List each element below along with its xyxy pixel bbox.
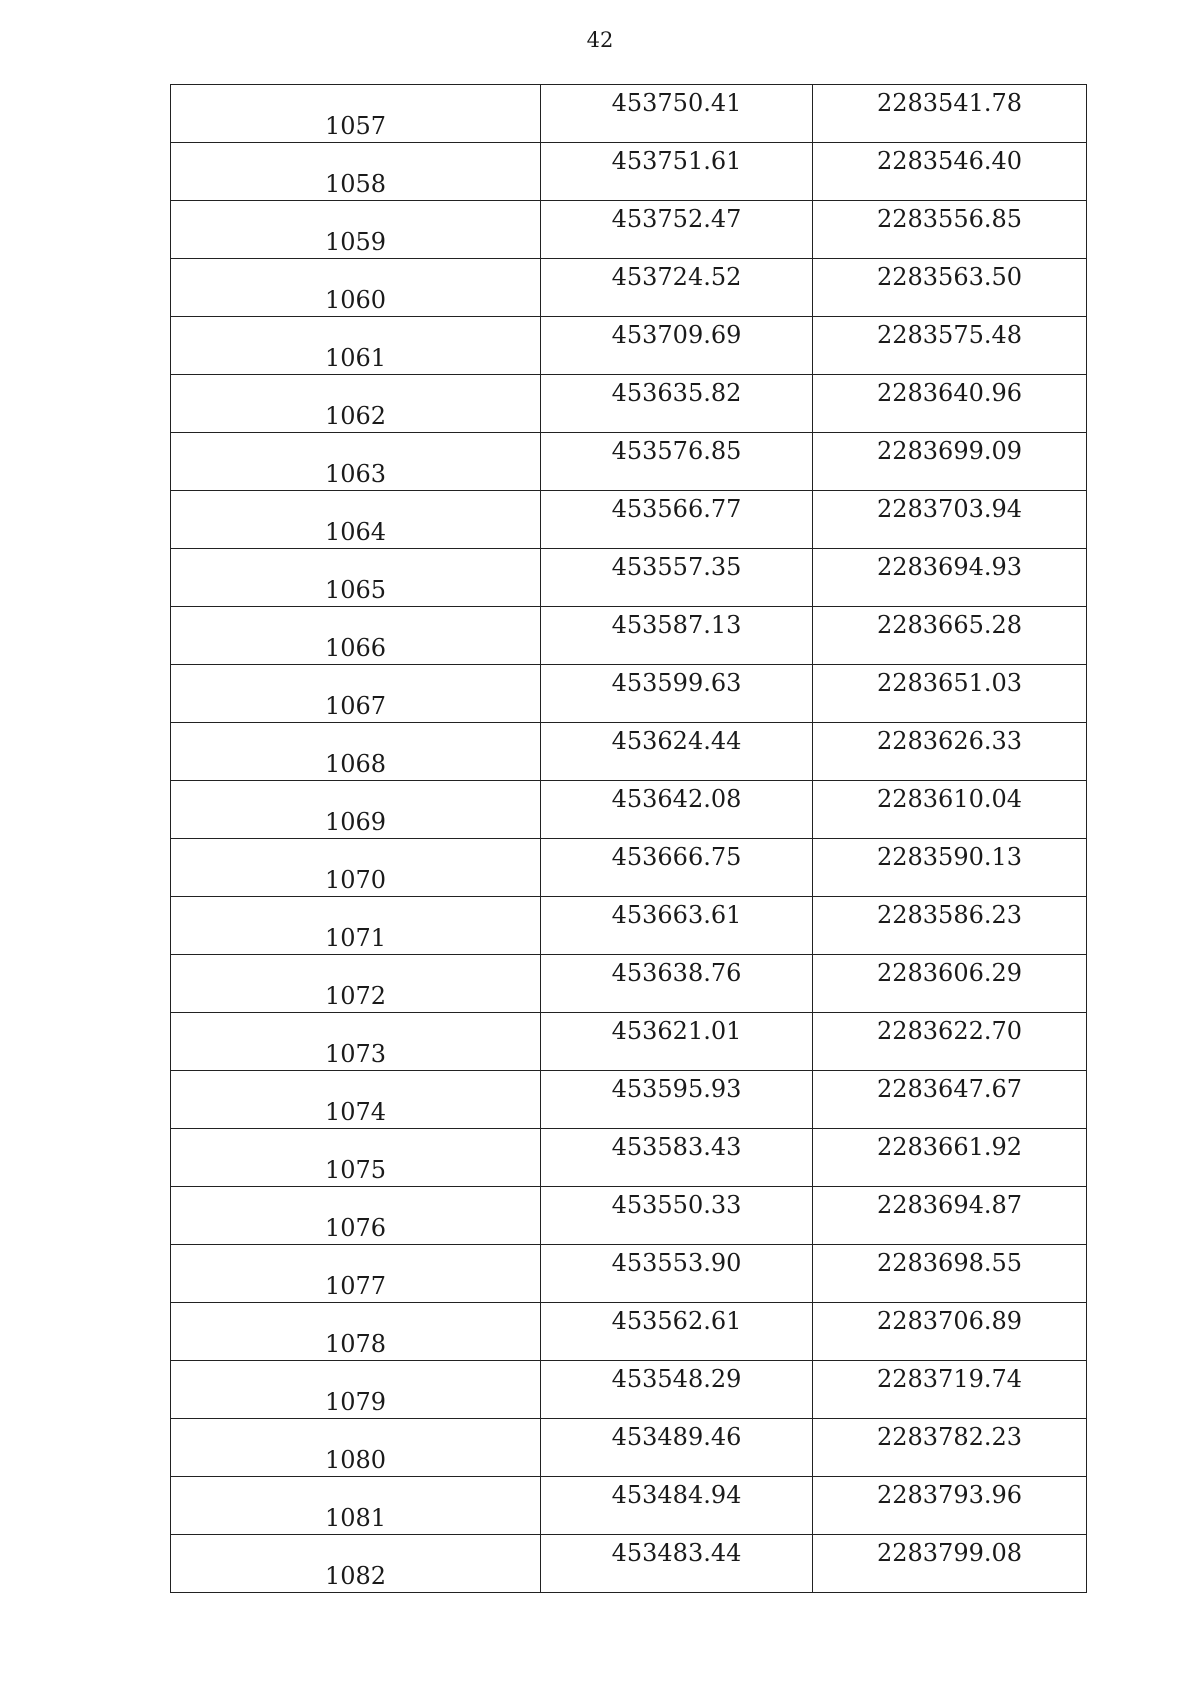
point-id-cell: 1073 — [171, 1013, 541, 1071]
x-coordinate-cell: 453595.93 — [541, 1071, 813, 1129]
x-coordinate-cell: 453724.52 — [541, 259, 813, 317]
y-coordinate-cell: 2283563.50 — [813, 259, 1087, 317]
table-row — [171, 259, 1087, 317]
table-row — [171, 1071, 1087, 1129]
table-row — [171, 549, 1087, 607]
y-coordinate-cell: 2283706.89 — [813, 1303, 1087, 1361]
x-coordinate-cell: 453599.63 — [541, 665, 813, 723]
x-coordinate-cell: 453621.01 — [541, 1013, 813, 1071]
y-coordinate-cell: 2283606.29 — [813, 955, 1087, 1013]
table-row — [171, 1477, 1087, 1535]
point-id-cell: 1076 — [171, 1187, 541, 1245]
x-coordinate-cell: 453587.13 — [541, 607, 813, 665]
table-row — [171, 491, 1087, 549]
table-row — [171, 781, 1087, 839]
y-coordinate-cell: 2283694.93 — [813, 549, 1087, 607]
table-row — [171, 1361, 1087, 1419]
coordinates-table-body — [171, 85, 1087, 1593]
y-coordinate-cell: 2283647.67 — [813, 1071, 1087, 1129]
x-coordinate-cell: 453553.90 — [541, 1245, 813, 1303]
table-row — [171, 317, 1087, 375]
x-coordinate-cell: 453709.69 — [541, 317, 813, 375]
point-id-cell: 1080 — [171, 1419, 541, 1477]
y-coordinate-cell: 2283622.70 — [813, 1013, 1087, 1071]
point-id-cell: 1072 — [171, 955, 541, 1013]
y-coordinate-cell: 2283556.85 — [813, 201, 1087, 259]
point-id-cell: 1064 — [171, 491, 541, 549]
table-row — [171, 1303, 1087, 1361]
point-id-cell: 1074 — [171, 1071, 541, 1129]
point-id-cell: 1079 — [171, 1361, 541, 1419]
y-coordinate-cell: 2283665.28 — [813, 607, 1087, 665]
coordinates-table — [170, 84, 1087, 1593]
y-coordinate-cell: 2283586.23 — [813, 897, 1087, 955]
x-coordinate-cell: 453576.85 — [541, 433, 813, 491]
y-coordinate-cell: 2283575.48 — [813, 317, 1087, 375]
y-coordinate-cell: 2283651.03 — [813, 665, 1087, 723]
table-row — [171, 665, 1087, 723]
point-id-cell: 1069 — [171, 781, 541, 839]
point-id-cell: 1077 — [171, 1245, 541, 1303]
table-row — [171, 955, 1087, 1013]
x-coordinate-cell: 453635.82 — [541, 375, 813, 433]
point-id-cell: 1062 — [171, 375, 541, 433]
point-id-cell: 1081 — [171, 1477, 541, 1535]
x-coordinate-cell: 453550.33 — [541, 1187, 813, 1245]
point-id-cell: 1058 — [171, 143, 541, 201]
x-coordinate-cell: 453663.61 — [541, 897, 813, 955]
point-id-cell: 1070 — [171, 839, 541, 897]
table-row — [171, 723, 1087, 781]
y-coordinate-cell: 2283661.92 — [813, 1129, 1087, 1187]
point-id-cell: 1061 — [171, 317, 541, 375]
table-row — [171, 375, 1087, 433]
y-coordinate-cell: 2283703.94 — [813, 491, 1087, 549]
table-row — [171, 839, 1087, 897]
y-coordinate-cell: 2283626.33 — [813, 723, 1087, 781]
point-id-cell: 1060 — [171, 259, 541, 317]
x-coordinate-cell: 453642.08 — [541, 781, 813, 839]
y-coordinate-cell: 2283699.09 — [813, 433, 1087, 491]
table-row — [171, 607, 1087, 665]
point-id-cell: 1063 — [171, 433, 541, 491]
table-row — [171, 1129, 1087, 1187]
x-coordinate-cell: 453638.76 — [541, 955, 813, 1013]
y-coordinate-cell: 2283640.96 — [813, 375, 1087, 433]
y-coordinate-cell: 2283799.08 — [813, 1535, 1087, 1593]
point-id-cell: 1059 — [171, 201, 541, 259]
y-coordinate-cell: 2283590.13 — [813, 839, 1087, 897]
table-row — [171, 433, 1087, 491]
x-coordinate-cell: 453489.46 — [541, 1419, 813, 1477]
x-coordinate-cell: 453483.44 — [541, 1535, 813, 1593]
y-coordinate-cell: 2283782.23 — [813, 1419, 1087, 1477]
point-id-cell: 1078 — [171, 1303, 541, 1361]
point-id-cell: 1067 — [171, 665, 541, 723]
y-coordinate-cell: 2283719.74 — [813, 1361, 1087, 1419]
x-coordinate-cell: 453751.61 — [541, 143, 813, 201]
table-row — [171, 143, 1087, 201]
y-coordinate-cell: 2283694.87 — [813, 1187, 1087, 1245]
point-id-cell: 1065 — [171, 549, 541, 607]
point-id-cell: 1066 — [171, 607, 541, 665]
table-row — [171, 1245, 1087, 1303]
x-coordinate-cell: 453548.29 — [541, 1361, 813, 1419]
y-coordinate-cell: 2283793.96 — [813, 1477, 1087, 1535]
y-coordinate-cell: 2283541.78 — [813, 85, 1087, 143]
table-row — [171, 1013, 1087, 1071]
page-number: 42 — [586, 28, 614, 52]
x-coordinate-cell: 453566.77 — [541, 491, 813, 549]
x-coordinate-cell: 453624.44 — [541, 723, 813, 781]
x-coordinate-cell: 453583.43 — [541, 1129, 813, 1187]
x-coordinate-cell: 453666.75 — [541, 839, 813, 897]
point-id-cell: 1068 — [171, 723, 541, 781]
point-id-cell: 1075 — [171, 1129, 541, 1187]
y-coordinate-cell: 2283610.04 — [813, 781, 1087, 839]
point-id-cell: 1082 — [171, 1535, 541, 1593]
table-row — [171, 85, 1087, 143]
point-id-cell: 1057 — [171, 85, 541, 143]
table-row — [171, 1187, 1087, 1245]
x-coordinate-cell: 453484.94 — [541, 1477, 813, 1535]
table-row — [171, 201, 1087, 259]
x-coordinate-cell: 453562.61 — [541, 1303, 813, 1361]
table-row — [171, 1535, 1087, 1593]
y-coordinate-cell: 2283546.40 — [813, 143, 1087, 201]
y-coordinate-cell: 2283698.55 — [813, 1245, 1087, 1303]
table-row — [171, 1419, 1087, 1477]
x-coordinate-cell: 453750.41 — [541, 85, 813, 143]
x-coordinate-cell: 453557.35 — [541, 549, 813, 607]
x-coordinate-cell: 453752.47 — [541, 201, 813, 259]
point-id-cell: 1071 — [171, 897, 541, 955]
table-row — [171, 897, 1087, 955]
